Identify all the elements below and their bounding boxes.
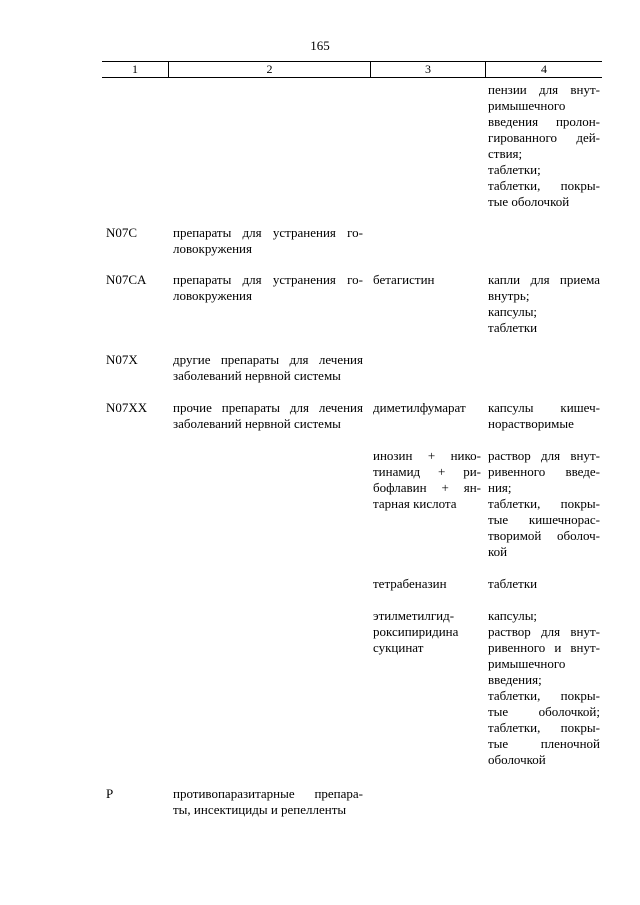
drug-name [373, 400, 481, 416]
dosage-form [488, 400, 600, 432]
dosage-form-line: тые кишечнорас- [488, 512, 600, 527]
atc-group-name [173, 400, 363, 432]
dosage-form [488, 448, 600, 560]
drug-name-line: тетрабеназин [373, 576, 447, 591]
dosage-form-line: внутрь; [488, 288, 530, 303]
atc-code: N07C [106, 225, 138, 240]
atc-group-name-line: заболеваний нервной системы [173, 368, 341, 383]
drug-name [373, 576, 481, 592]
dosage-form-line: пензии для внут- [488, 82, 600, 97]
dosage-form-line: ривенного введе- [488, 464, 600, 479]
header-col-1: 1 [102, 62, 169, 77]
dosage-form-line: норастворимые [488, 416, 574, 431]
dosage-form-line: кой [488, 544, 508, 559]
drug-name-line: бофлавин + ян- [373, 480, 481, 495]
dosage-form-line: таблетки, покры- [488, 720, 600, 735]
atc-group-name-line: другие препараты для лечения [173, 352, 363, 367]
dosage-form-line: капли для приема [488, 272, 600, 287]
dosage-form-line: тые пленочной [488, 736, 600, 751]
atc-group-name-line: заболеваний нервной системы [173, 416, 341, 431]
dosage-form-line: введения пролон- [488, 114, 600, 129]
dosage-form-line: введения; [488, 672, 542, 687]
atc-group-name-line: ловокружения [173, 288, 252, 303]
dosage-form-line: ствия; [488, 146, 523, 161]
dosage-form [488, 82, 600, 210]
drug-name [373, 448, 481, 512]
dosage-form-line: капсулы кишеч- [488, 400, 600, 415]
dosage-form-line: капсулы; [488, 608, 538, 623]
dosage-form-line: оболочкой [488, 752, 546, 767]
atc-group-name-line: прочие препараты для лечения [173, 400, 363, 415]
atc-code: N07XX [106, 400, 148, 415]
drug-name-line: сукцинат [373, 640, 424, 655]
atc-code: P [106, 786, 114, 801]
drug-name-line: диметилфумарат [373, 400, 466, 415]
atc-code: N07CA [106, 272, 147, 287]
dosage-form-line: таблетки, покры- [488, 496, 600, 511]
atc-group-name-line: препараты для устранения го- [173, 272, 363, 287]
dosage-form-line: римышечного [488, 98, 566, 113]
dosage-form-line: раствор для внут- [488, 624, 600, 639]
header-col-4: 4 [541, 62, 547, 76]
dosage-form-line: капсулы; [488, 304, 538, 319]
dosage-form-line: таблетки [488, 576, 538, 591]
atc-group-name [173, 225, 363, 257]
dosage-form-line: тые оболочкой [488, 194, 570, 209]
atc-group-name [173, 352, 363, 384]
atc-group-name [173, 272, 363, 304]
drug-name-line: этилметилгид- [373, 608, 455, 623]
header-col-3: 3 [371, 62, 486, 77]
dosage-form-line: ния; [488, 480, 512, 495]
drug-name-line: роксипиридина [373, 624, 459, 639]
dosage-form-line: таблетки, покры- [488, 688, 600, 703]
atc-group-name-line: ты, инсектициды и репелленты [173, 802, 347, 817]
dosage-form-line: творимой оболоч- [488, 528, 600, 543]
header-col-2: 2 [169, 62, 371, 77]
dosage-form-line: гированного дей- [488, 130, 600, 145]
atc-code: N07X [106, 352, 138, 367]
dosage-form-line: таблетки, покры- [488, 178, 600, 193]
atc-group-name-line: препараты для устранения го- [173, 225, 363, 240]
drug-name-line: бетагистин [373, 272, 435, 287]
dosage-form-line: ривенного и внут- [488, 640, 600, 655]
dosage-form [488, 272, 600, 336]
dosage-form-line: раствор для внут- [488, 448, 600, 463]
drug-name-line: тарная кислота [373, 496, 457, 511]
dosage-form-line: тые оболочкой; [488, 704, 600, 719]
drug-name [373, 608, 481, 656]
page-number: 165 [310, 38, 330, 53]
atc-group-name-line: противопаразитарные препара- [173, 786, 363, 801]
drug-name [373, 272, 481, 288]
drug-name-line: инозин + нико- [373, 448, 481, 463]
dosage-form-line: таблетки [488, 320, 538, 335]
atc-group-name [173, 786, 363, 818]
table-header [102, 61, 602, 78]
atc-group-name-line: ловокружения [173, 241, 252, 256]
dosage-form [488, 608, 600, 768]
dosage-form [488, 576, 600, 592]
dosage-form-line: таблетки; [488, 162, 541, 177]
drug-name-line: тинамид + ри- [373, 464, 481, 479]
dosage-form-line: римышечного [488, 656, 566, 671]
